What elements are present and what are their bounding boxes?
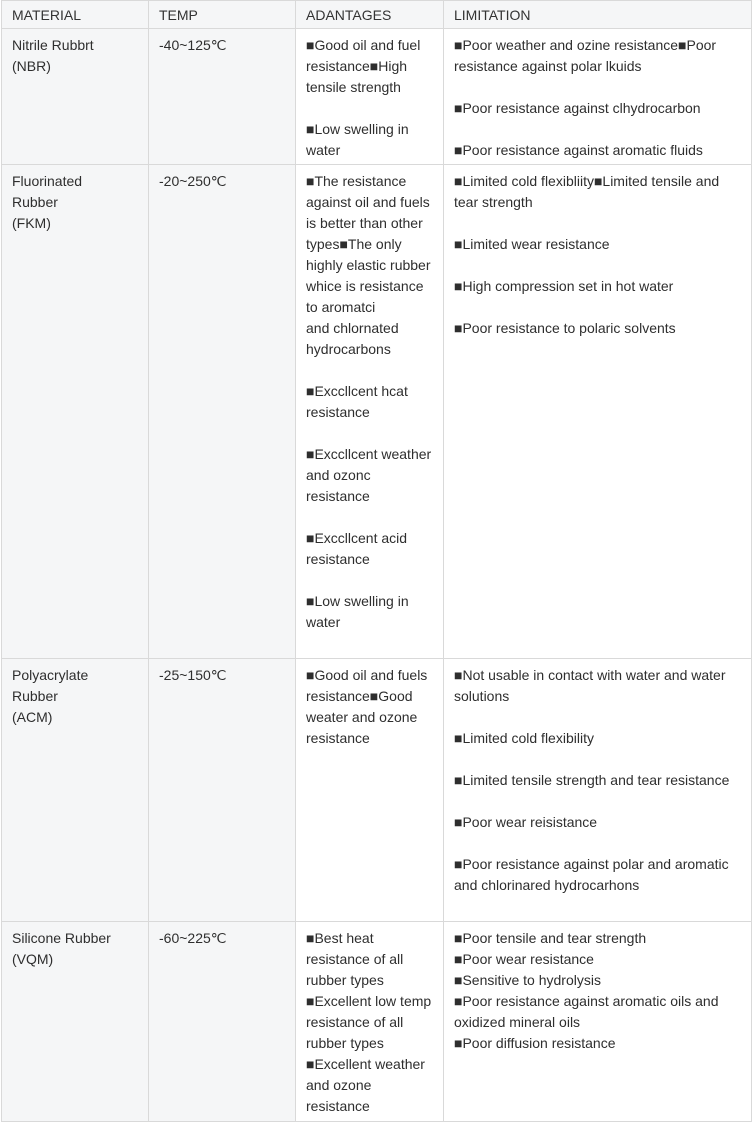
advantages-cell: ■The resistance against oil and fuels is better than other types■The only highly elastic rubber whice is resistance to aromatci and chlornated hydrocarbons ■Excсllcent hcat resistance ■Excсllcent weather and ozonc resistance ■Excсllcent acid resistance ■Low swelling in water	[296, 165, 444, 659]
header-limitation: LIMITATION	[444, 1, 752, 29]
advantages-cell: ■Best heat resistance of all rubber types ■Excellent low temp resistance of all rubber types ■Excellent weather and ozone resistance	[296, 922, 444, 1122]
table-body	[2, 29, 752, 1122]
table-row-acm	[2, 659, 752, 922]
table-header	[2, 1, 752, 29]
header-material: MATERIAL	[2, 1, 149, 29]
header-temp: TEMP	[149, 1, 296, 29]
material-cell: Polyacrylate Rubber (ACM)	[2, 659, 149, 922]
rubber-materials-table	[1, 0, 752, 1122]
limitation-cell: ■Not usable in contact with water and water solutions ■Limited cold flexibility ■Limited tensile strength and tear resistance ■Poor wear reisistance ■Poor resistance against polar and aromatic and chlorinared hydrocarhons	[444, 659, 752, 922]
temp-cell: -20~250℃	[149, 165, 296, 659]
table-row-fkm	[2, 165, 752, 659]
limitation-cell: ■Poor weather and ozine resistance■Poor resistance against polar lkuids ■Poor resistance against clhydrocarbon ■Poor resistance against aromatic fluids	[444, 29, 752, 165]
advantages-cell: ■Good oil and fuel resistance■High tensile strength ■Low swelling in water	[296, 29, 444, 165]
header-advantages: ADANTAGES	[296, 1, 444, 29]
table-row-nbr	[2, 29, 752, 165]
temp-cell: -40~125℃	[149, 29, 296, 165]
material-cell: Nitrile Rubbrt (NBR)	[2, 29, 149, 165]
limitation-cell: ■Limited cold flexibliity■Limited tensile and tear strength ■Limited wear resistance ■High compression set in hot water ■Poor resistance to polaric solvents	[444, 165, 752, 659]
temp-cell: -60~225℃	[149, 922, 296, 1122]
limitation-cell: ■Poor tensile and tear strength ■Poor wear resistance ■Sensitive to hydrolysis ■Poor resistance against aromatic oils and oxidized mineral oils ■Poor diffusion resistance	[444, 922, 752, 1122]
table-row-vqm	[2, 922, 752, 1122]
material-cell: Silicone Rubber (VQM)	[2, 922, 149, 1122]
temp-cell: -25~150℃	[149, 659, 296, 922]
material-cell: Fluorinated Rubber (FKM)	[2, 165, 149, 659]
header-row	[2, 1, 752, 29]
advantages-cell: ■Good oil and fuels resistance■Good weater and ozone resistance	[296, 659, 444, 922]
